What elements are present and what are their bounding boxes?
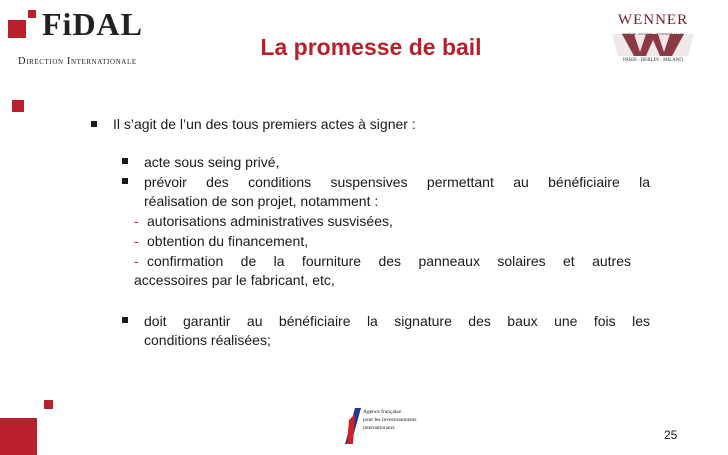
dash-marker: - [134,253,139,269]
bullet-icon [122,178,128,184]
sub-list-item: confirmation de la fourniture des panneaux solaires et autres [147,253,631,269]
sub-list-item: obtention du financement, [147,233,309,249]
afii-line: pour les investissements [363,417,417,423]
slide-title: La promesse de bail [260,34,482,60]
list-item: acte sous seing privé, [144,154,280,170]
decor-square-4 [0,418,37,455]
afii-line: Agence française [363,409,402,415]
dash-marker: - [134,213,139,229]
intro-text: Il s’agit de l’un des tous premiers actes à signer : [113,116,416,132]
logo-text: FiDAL [42,6,143,42]
wenner-text: WENNER [617,12,689,28]
wenner-subline: ANWÄLTE · AVOCATS · ATTORNEYS AT LAW [621,32,685,36]
wenner-cities: PARIS · BERLIN · MILANO [622,58,684,63]
logo-subtitle: Direction Internationale [18,56,137,67]
decor-square-3 [44,400,53,409]
list-item-continuation: conditions réalisées; [144,332,271,348]
sub-list-item-continuation: accessoires par le fabricant, etc, [134,272,335,288]
afii-flag-icon [345,406,361,444]
bullet-icon [122,158,128,164]
afii-text [363,408,416,432]
page-number: 25 [664,428,678,442]
list-item: doit garantir au bénéficiaire la signature des baux une fois les [144,313,650,329]
wenner-logo [610,12,696,68]
bullet-icon [91,121,97,127]
list-item: prévoir des conditions suspensives permettant au bénéficiaire la [144,174,650,190]
bullet-icon [122,317,128,323]
afii-line: internationaux [363,425,395,431]
sub-list-item: autorisations administratives susvisées, [147,213,393,229]
decor-square-2 [12,100,24,112]
afii-logo [345,406,441,446]
list-item-continuation: réalisation de son projet, notamment : [144,193,379,209]
dash-marker: - [134,233,139,249]
